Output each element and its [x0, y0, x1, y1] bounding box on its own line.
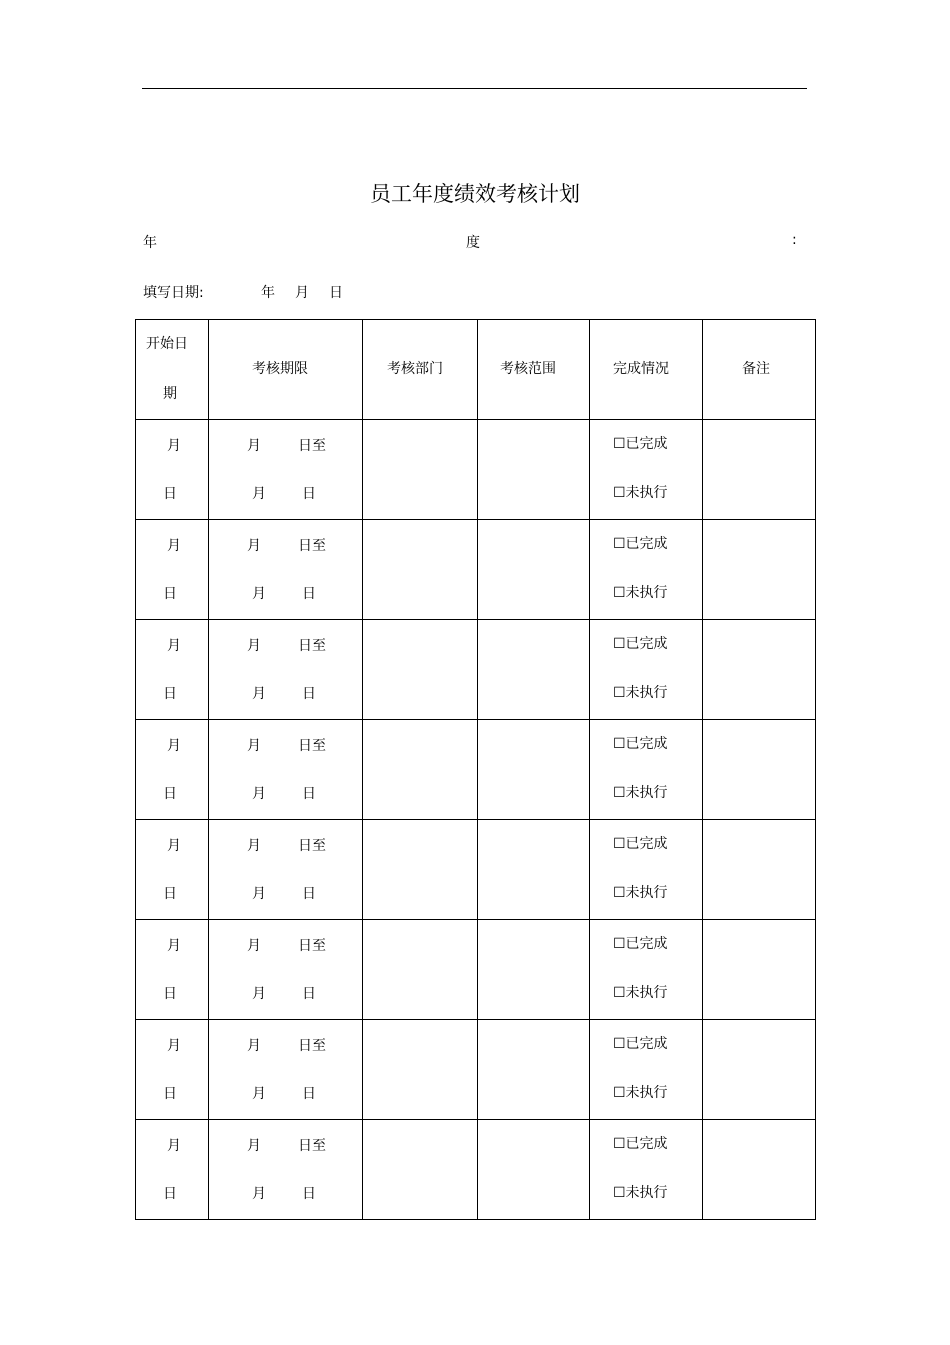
header-row	[136, 320, 816, 420]
fill-date-month: 月	[295, 285, 309, 301]
start-day: 日	[163, 886, 177, 902]
plan-table	[135, 319, 816, 1220]
scope-cell[interactable]	[478, 1020, 590, 1120]
header-scope-label: 考核范围	[500, 361, 556, 377]
status-not-done-checkbox[interactable]: ☐未执行	[613, 585, 668, 601]
start-day: 日	[163, 486, 177, 502]
status-not-done-checkbox[interactable]: ☐未执行	[613, 1185, 668, 1201]
status-not-done-checkbox[interactable]: ☐未执行	[613, 685, 668, 701]
scope-cell[interactable]	[478, 720, 590, 820]
period-from-day-to: 日至	[298, 738, 326, 754]
header-status-label: 完成情况	[613, 361, 669, 377]
status-done-checkbox[interactable]: ☐已完成	[613, 1036, 668, 1052]
header-scope	[478, 320, 590, 420]
status-done-checkbox[interactable]: ☐已完成	[613, 736, 668, 752]
status-done-checkbox[interactable]: ☐已完成	[613, 936, 668, 952]
start-day: 日	[163, 786, 177, 802]
status-done-checkbox[interactable]: ☐已完成	[613, 536, 668, 552]
period-from-month: 月	[247, 1138, 261, 1154]
period-from-day-to: 日至	[298, 638, 326, 654]
period-cell[interactable]	[209, 620, 363, 720]
period-to-day: 日	[302, 786, 316, 802]
note-cell[interactable]	[703, 1120, 816, 1220]
note-cell[interactable]	[703, 520, 816, 620]
header-dept-label: 考核部门	[387, 361, 443, 377]
header-start-date-line1: 开始日	[146, 336, 188, 352]
period-cell[interactable]	[209, 1120, 363, 1220]
note-cell[interactable]	[703, 720, 816, 820]
period-to-day: 日	[302, 486, 316, 502]
table-row	[136, 920, 816, 1020]
table-row	[136, 520, 816, 620]
start-month: 月	[167, 1138, 181, 1154]
status-cell	[590, 720, 703, 820]
period-to-day: 日	[302, 1086, 316, 1102]
period-from-month: 月	[247, 838, 261, 854]
status-cell	[590, 620, 703, 720]
start-date-cell[interactable]	[136, 420, 209, 520]
period-to-month: 月	[252, 986, 266, 1002]
dept-cell[interactable]	[363, 520, 478, 620]
note-cell[interactable]	[703, 420, 816, 520]
start-date-cell[interactable]	[136, 620, 209, 720]
dept-cell[interactable]	[363, 1120, 478, 1220]
period-to-month: 月	[252, 786, 266, 802]
period-cell[interactable]	[209, 820, 363, 920]
period-from-month: 月	[247, 438, 261, 454]
header-status	[590, 320, 703, 420]
period-from-day-to: 日至	[298, 538, 326, 554]
status-cell	[590, 1020, 703, 1120]
header-note-label: 备注	[742, 361, 770, 377]
scope-cell[interactable]	[478, 420, 590, 520]
status-not-done-checkbox[interactable]: ☐未执行	[613, 885, 668, 901]
start-day: 日	[163, 1086, 177, 1102]
dept-cell[interactable]	[363, 820, 478, 920]
start-date-cell[interactable]	[136, 1120, 209, 1220]
start-day: 日	[163, 586, 177, 602]
table-row	[136, 720, 816, 820]
header-period	[209, 320, 363, 420]
period-to-month: 月	[252, 1186, 266, 1202]
note-cell[interactable]	[703, 620, 816, 720]
table-row	[136, 420, 816, 520]
start-month: 月	[167, 638, 181, 654]
start-day: 日	[163, 986, 177, 1002]
period-cell[interactable]	[209, 520, 363, 620]
period-from-day-to: 日至	[298, 1138, 326, 1154]
scope-cell[interactable]	[478, 820, 590, 920]
period-cell[interactable]	[209, 920, 363, 1020]
status-done-checkbox[interactable]: ☐已完成	[613, 436, 668, 452]
scope-cell[interactable]	[478, 620, 590, 720]
scope-cell[interactable]	[478, 1120, 590, 1220]
note-cell[interactable]	[703, 920, 816, 1020]
period-from-month: 月	[247, 638, 261, 654]
status-cell	[590, 420, 703, 520]
start-day: 日	[163, 686, 177, 702]
start-date-cell[interactable]	[136, 1020, 209, 1120]
table-row	[136, 820, 816, 920]
dept-cell[interactable]	[363, 620, 478, 720]
period-to-day: 日	[302, 586, 316, 602]
start-month: 月	[167, 438, 181, 454]
header-start-date	[136, 320, 209, 420]
status-cell	[590, 820, 703, 920]
period-cell[interactable]	[209, 1020, 363, 1120]
header-start-date-line2: 期	[163, 386, 177, 402]
period-to-day: 日	[302, 986, 316, 1002]
year-colon: :	[792, 232, 797, 248]
status-cell	[590, 1120, 703, 1220]
header-period-label: 考核期限	[252, 361, 308, 377]
start-date-cell[interactable]	[136, 920, 209, 1020]
period-from-month: 月	[247, 1038, 261, 1054]
period-from-day-to: 日至	[298, 938, 326, 954]
period-cell[interactable]	[209, 420, 363, 520]
dept-cell[interactable]	[363, 420, 478, 520]
header-dept	[363, 320, 478, 420]
period-to-day: 日	[302, 686, 316, 702]
dept-cell[interactable]	[363, 920, 478, 1020]
period-from-month: 月	[247, 938, 261, 954]
table-row	[136, 620, 816, 720]
period-to-month: 月	[252, 886, 266, 902]
period-to-day: 日	[302, 886, 316, 902]
dept-cell[interactable]	[363, 1020, 478, 1120]
status-done-checkbox[interactable]: ☐已完成	[613, 636, 668, 652]
status-not-done-checkbox[interactable]: ☐未执行	[613, 985, 668, 1001]
note-cell[interactable]	[703, 1020, 816, 1120]
status-done-checkbox[interactable]: ☐已完成	[613, 836, 668, 852]
status-not-done-checkbox[interactable]: ☐未执行	[613, 485, 668, 501]
status-cell	[590, 920, 703, 1020]
table-row	[136, 1020, 816, 1120]
scope-cell[interactable]	[478, 520, 590, 620]
period-from-day-to: 日至	[298, 1038, 326, 1054]
status-not-done-checkbox[interactable]: ☐未执行	[613, 785, 668, 801]
start-month: 月	[167, 738, 181, 754]
dept-cell[interactable]	[363, 720, 478, 820]
document-title: 员工年度绩效考核计划	[370, 182, 580, 206]
header-rule	[142, 88, 807, 89]
fill-date-day: 日	[329, 285, 343, 301]
start-month: 月	[167, 938, 181, 954]
start-month: 月	[167, 838, 181, 854]
period-to-month: 月	[252, 686, 266, 702]
status-not-done-checkbox[interactable]: ☐未执行	[613, 1085, 668, 1101]
start-date-cell[interactable]	[136, 520, 209, 620]
start-day: 日	[163, 1186, 177, 1202]
fill-date-year: 年	[261, 285, 275, 301]
period-from-day-to: 日至	[298, 438, 326, 454]
scope-cell[interactable]	[478, 920, 590, 1020]
fill-date-label: 填写日期:	[143, 285, 204, 301]
period-to-month: 月	[252, 586, 266, 602]
period-from-month: 月	[247, 538, 261, 554]
period-to-month: 月	[252, 1086, 266, 1102]
table-row	[136, 1120, 816, 1220]
period-to-day: 日	[302, 1186, 316, 1202]
note-cell[interactable]	[703, 820, 816, 920]
start-date-cell[interactable]	[136, 820, 209, 920]
period-cell[interactable]	[209, 720, 363, 820]
period-from-month: 月	[247, 738, 261, 754]
header-note	[703, 320, 816, 420]
year-label: 年	[143, 235, 157, 251]
status-cell	[590, 520, 703, 620]
year-degree-label: 度	[466, 235, 480, 251]
start-month: 月	[167, 538, 181, 554]
period-to-month: 月	[252, 486, 266, 502]
start-date-cell[interactable]	[136, 720, 209, 820]
period-from-day-to: 日至	[298, 838, 326, 854]
start-month: 月	[167, 1038, 181, 1054]
status-done-checkbox[interactable]: ☐已完成	[613, 1136, 668, 1152]
